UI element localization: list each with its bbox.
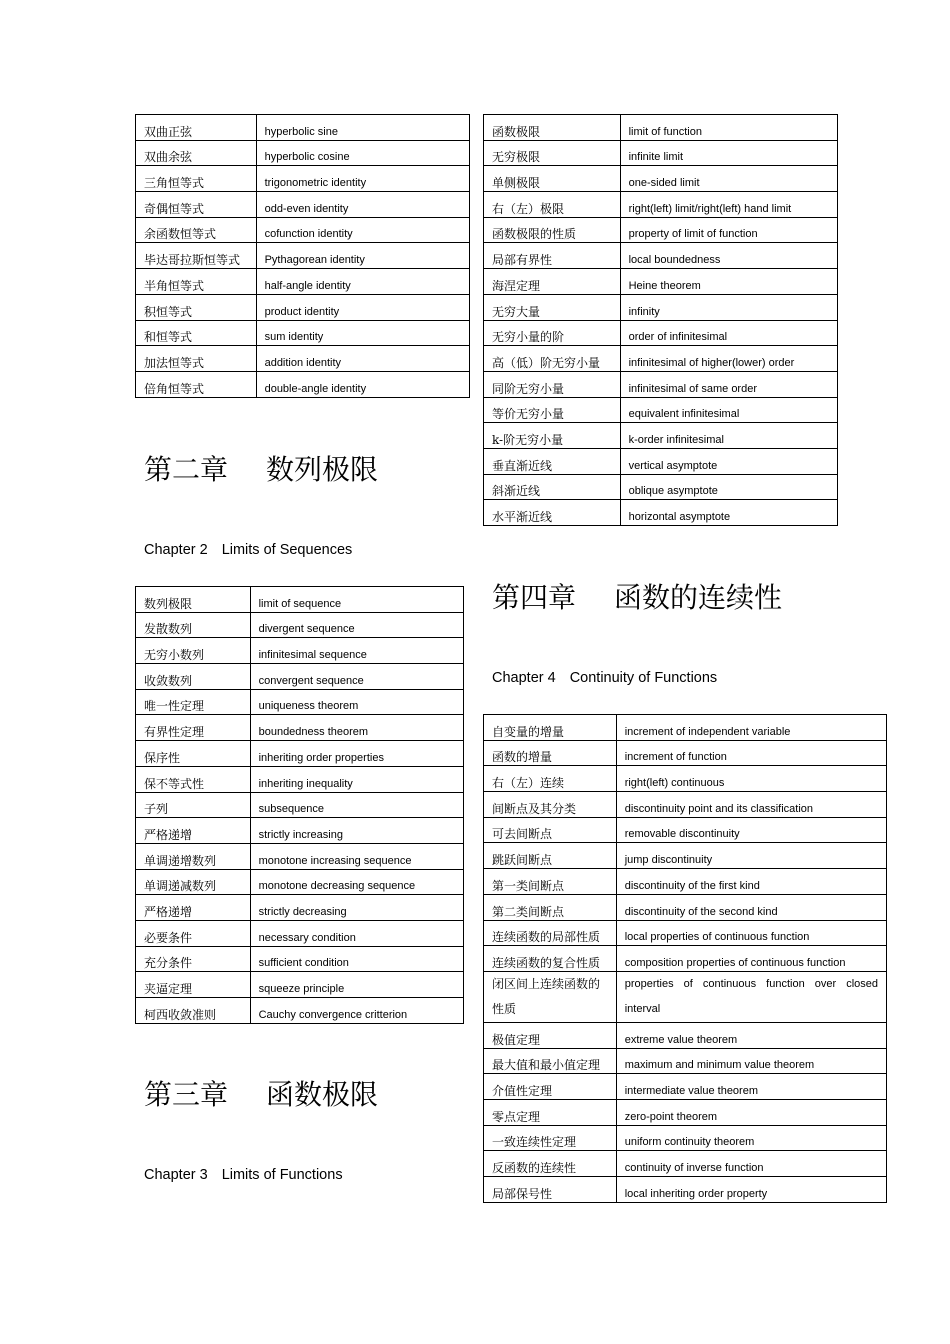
english-term: infinitesimal sequence xyxy=(250,638,463,664)
chinese-term: 跳跃间断点 xyxy=(484,843,617,869)
table-row xyxy=(136,320,470,346)
continuity-terms-table xyxy=(483,714,887,1203)
english-term: monotone decreasing sequence xyxy=(250,869,463,895)
english-term: zero-point theorem xyxy=(616,1099,886,1125)
chinese-term: 无穷大量 xyxy=(484,294,621,320)
english-term: infinitesimal of higher(lower) order xyxy=(620,346,837,372)
english-term: squeeze principle xyxy=(250,972,463,998)
chinese-term: 函数极限 xyxy=(484,115,621,141)
table-row xyxy=(136,972,464,998)
table-row xyxy=(136,689,464,715)
english-term: equivalent infinitesimal xyxy=(620,397,837,423)
chinese-term: k-阶无穷小量 xyxy=(484,423,621,449)
chapter-3-heading xyxy=(144,1078,378,1112)
chinese-term: 闭区间上连续函数的性质 xyxy=(484,971,617,1022)
chinese-term: 无穷小量的阶 xyxy=(484,320,621,346)
table-row xyxy=(484,946,887,972)
english-term: right(left) continuous xyxy=(616,766,886,792)
chinese-term: 单侧极限 xyxy=(484,166,621,192)
table-row xyxy=(136,869,464,895)
chapter-4-subtitle xyxy=(492,669,717,687)
table-row xyxy=(484,397,838,423)
chinese-term: 毕达哥拉斯恒等式 xyxy=(136,243,257,269)
chinese-term: 无穷极限 xyxy=(484,140,621,166)
table-row xyxy=(136,192,470,218)
chinese-term: 子列 xyxy=(136,792,251,818)
table-row xyxy=(136,766,464,792)
chinese-term: 无穷小数列 xyxy=(136,638,251,664)
english-term: infinite limit xyxy=(620,140,837,166)
english-term: uniqueness theorem xyxy=(250,689,463,715)
english-term: jump discontinuity xyxy=(616,843,886,869)
chinese-term: 连续函数的局部性质 xyxy=(484,920,617,946)
english-term: composition properties of continuous function xyxy=(616,946,886,972)
english-term: convergent sequence xyxy=(250,664,463,690)
table-row xyxy=(136,946,464,972)
chinese-term: 函数极限的性质 xyxy=(484,217,621,243)
chinese-term: 双曲正弦 xyxy=(136,115,257,141)
english-term: extreme value theorem xyxy=(616,1022,886,1048)
english-term: double-angle identity xyxy=(256,371,469,397)
english-term: intermediate value theorem xyxy=(616,1074,886,1100)
chapter-2-subtitle xyxy=(144,541,352,559)
chinese-term: 水平渐近线 xyxy=(484,500,621,526)
english-term: one-sided limit xyxy=(620,166,837,192)
table-row xyxy=(136,715,464,741)
chinese-term: 唯一性定理 xyxy=(136,689,251,715)
english-term: hyperbolic cosine xyxy=(256,140,469,166)
chinese-term: 局部保号性 xyxy=(484,1177,617,1203)
table-row xyxy=(484,371,838,397)
table-row xyxy=(484,1177,887,1203)
chinese-term: 右（左）极限 xyxy=(484,192,621,218)
chinese-term: 函数的增量 xyxy=(484,740,617,766)
chinese-term: 柯西收敛准则 xyxy=(136,998,251,1024)
chinese-term: 和恒等式 xyxy=(136,320,257,346)
chinese-term: 积恒等式 xyxy=(136,294,257,320)
chapter-number: 第二章 xyxy=(144,453,229,486)
chinese-term: 右（左）连续 xyxy=(484,766,617,792)
table-row xyxy=(136,371,470,397)
chinese-term: 最大值和最小值定理 xyxy=(484,1048,617,1074)
chinese-term: 保序性 xyxy=(136,741,251,767)
english-term: property of limit of function xyxy=(620,217,837,243)
english-term: limit of function xyxy=(620,115,837,141)
english-term: vertical asymptote xyxy=(620,448,837,474)
table-row xyxy=(136,638,464,664)
chinese-term: 连续函数的复合性质 xyxy=(484,946,617,972)
table-row xyxy=(484,766,887,792)
chinese-term: 充分条件 xyxy=(136,946,251,972)
chapter-number-en: Chapter 2 xyxy=(144,542,208,558)
chinese-term: 余函数恒等式 xyxy=(136,217,257,243)
table-row xyxy=(136,998,464,1024)
table-row xyxy=(484,140,838,166)
table-row xyxy=(484,474,838,500)
chinese-term: 高（低）阶无穷小量 xyxy=(484,346,621,372)
chinese-term: 介值性定理 xyxy=(484,1074,617,1100)
table-row xyxy=(484,500,838,526)
chapter-2-heading xyxy=(144,453,378,487)
english-term: subsequence xyxy=(250,792,463,818)
table-row xyxy=(484,1151,887,1177)
english-term: necessary condition xyxy=(250,920,463,946)
chinese-term: 一致连续性定理 xyxy=(484,1125,617,1151)
table-row xyxy=(136,843,464,869)
table-row xyxy=(484,869,887,895)
english-term: trigonometric identity xyxy=(256,166,469,192)
chinese-term: 单调递减数列 xyxy=(136,869,251,895)
table-row xyxy=(136,269,470,295)
english-term: inheriting order properties xyxy=(250,741,463,767)
chinese-term: 半角恒等式 xyxy=(136,269,257,295)
table-row xyxy=(484,817,887,843)
english-term: cofunction identity xyxy=(256,217,469,243)
function-limit-terms-table xyxy=(483,114,838,526)
english-term: inheriting inequality xyxy=(250,766,463,792)
table-row xyxy=(136,346,470,372)
english-term: hyperbolic sine xyxy=(256,115,469,141)
identity-terms-table xyxy=(135,114,470,398)
english-term: infinity xyxy=(620,294,837,320)
table-row xyxy=(484,1099,887,1125)
table-row xyxy=(136,818,464,844)
english-term: local boundedness xyxy=(620,243,837,269)
table-row xyxy=(484,320,838,346)
english-term: oblique asymptote xyxy=(620,474,837,500)
chinese-term: 数列极限 xyxy=(136,587,251,613)
chinese-term: 有界性定理 xyxy=(136,715,251,741)
chinese-term: 三角恒等式 xyxy=(136,166,257,192)
chapter-number: 第四章 xyxy=(492,581,577,614)
english-term: Pythagorean identity xyxy=(256,243,469,269)
table-row xyxy=(136,166,470,192)
chinese-term: 第一类间断点 xyxy=(484,869,617,895)
chapter-title: 函数极限 xyxy=(266,1078,379,1111)
table-row xyxy=(484,1048,887,1074)
english-term: sufficient condition xyxy=(250,946,463,972)
table-row xyxy=(136,217,470,243)
table-row xyxy=(136,920,464,946)
english-term: properties of continuous function over closed interval xyxy=(616,971,886,1022)
english-term: increment of function xyxy=(616,740,886,766)
table-row xyxy=(484,217,838,243)
table-row xyxy=(484,294,838,320)
table-row xyxy=(484,243,838,269)
english-term: right(left) limit/right(left) hand limit xyxy=(620,192,837,218)
english-term: uniform continuity theorem xyxy=(616,1125,886,1151)
english-term: half-angle identity xyxy=(256,269,469,295)
chinese-term: 局部有界性 xyxy=(484,243,621,269)
table-body xyxy=(136,587,464,1024)
table-row xyxy=(136,587,464,613)
english-term: discontinuity point and its classification xyxy=(616,792,886,818)
chapter-number-en: Chapter 3 xyxy=(144,1167,208,1183)
chinese-term: 夹逼定理 xyxy=(136,972,251,998)
table-row xyxy=(136,895,464,921)
table-row xyxy=(484,166,838,192)
chapter-title: 函数的连续性 xyxy=(614,581,783,614)
table-body xyxy=(484,115,838,526)
chinese-term: 双曲余弦 xyxy=(136,140,257,166)
chapter-title: 数列极限 xyxy=(266,453,379,486)
table-row xyxy=(484,792,887,818)
english-term: product identity xyxy=(256,294,469,320)
english-term: maximum and minimum value theorem xyxy=(616,1048,886,1074)
chinese-term: 斜渐近线 xyxy=(484,474,621,500)
english-term: addition identity xyxy=(256,346,469,372)
english-term: monotone increasing sequence xyxy=(250,843,463,869)
chinese-term: 间断点及其分类 xyxy=(484,792,617,818)
table-row xyxy=(484,843,887,869)
english-term: infinitesimal of same order xyxy=(620,371,837,397)
chinese-term: 同阶无穷小量 xyxy=(484,371,621,397)
table-row xyxy=(484,715,887,741)
table-row xyxy=(136,243,470,269)
chapter-3-subtitle xyxy=(144,1166,343,1184)
chinese-term: 零点定理 xyxy=(484,1099,617,1125)
english-term: continuity of inverse function xyxy=(616,1151,886,1177)
english-term: divergent sequence xyxy=(250,612,463,638)
chinese-term: 垂直渐近线 xyxy=(484,448,621,474)
english-term: discontinuity of the first kind xyxy=(616,869,886,895)
table-row xyxy=(484,971,887,1022)
english-term: Heine theorem xyxy=(620,269,837,295)
chinese-term: 等价无穷小量 xyxy=(484,397,621,423)
english-term: boundedness theorem xyxy=(250,715,463,741)
table-row xyxy=(484,740,887,766)
table-row xyxy=(484,920,887,946)
chinese-term: 极值定理 xyxy=(484,1022,617,1048)
table-row xyxy=(484,423,838,449)
table-body xyxy=(484,715,887,1203)
table-row xyxy=(484,1074,887,1100)
table-row xyxy=(484,1022,887,1048)
table-row xyxy=(136,140,470,166)
english-term: order of infinitesimal xyxy=(620,320,837,346)
chapter-number-en: Chapter 4 xyxy=(492,670,556,686)
english-term: k-order infinitesimal xyxy=(620,423,837,449)
chinese-term: 保不等式性 xyxy=(136,766,251,792)
table-row xyxy=(136,294,470,320)
sequence-limit-terms-table xyxy=(135,586,464,1024)
chinese-term: 严格递增 xyxy=(136,895,251,921)
english-term: sum identity xyxy=(256,320,469,346)
chinese-term: 加法恒等式 xyxy=(136,346,257,372)
chapter-title-en: Continuity of Functions xyxy=(569,670,718,686)
table-row xyxy=(136,612,464,638)
table-row xyxy=(484,192,838,218)
english-term: discontinuity of the second kind xyxy=(616,894,886,920)
chapter-title-en: Limits of Sequences xyxy=(221,542,353,558)
chinese-term: 必要条件 xyxy=(136,920,251,946)
chapter-4-heading xyxy=(492,581,782,615)
chinese-term: 第二类间断点 xyxy=(484,894,617,920)
english-term: limit of sequence xyxy=(250,587,463,613)
chinese-term: 发散数列 xyxy=(136,612,251,638)
chinese-term: 自变量的增量 xyxy=(484,715,617,741)
english-term: horizontal asymptote xyxy=(620,500,837,526)
english-term: strictly increasing xyxy=(250,818,463,844)
table-row xyxy=(484,448,838,474)
english-term: increment of independent variable xyxy=(616,715,886,741)
table-row xyxy=(484,115,838,141)
chinese-term: 反函数的连续性 xyxy=(484,1151,617,1177)
english-term: removable discontinuity xyxy=(616,817,886,843)
chinese-term: 可去间断点 xyxy=(484,817,617,843)
english-term: Cauchy convergence critterion xyxy=(250,998,463,1024)
chinese-term: 奇偶恒等式 xyxy=(136,192,257,218)
chinese-term: 倍角恒等式 xyxy=(136,371,257,397)
table-row xyxy=(484,346,838,372)
chinese-term: 海涅定理 xyxy=(484,269,621,295)
chinese-term: 严格递增 xyxy=(136,818,251,844)
table-row xyxy=(484,894,887,920)
chinese-term: 单调递增数列 xyxy=(136,843,251,869)
table-row xyxy=(136,115,470,141)
table-body xyxy=(136,115,470,398)
table-row xyxy=(484,269,838,295)
chinese-term: 收敛数列 xyxy=(136,664,251,690)
chapter-number: 第三章 xyxy=(144,1078,229,1111)
table-row xyxy=(136,741,464,767)
english-term: local inheriting order property xyxy=(616,1177,886,1203)
table-row xyxy=(136,664,464,690)
chapter-title-en: Limits of Functions xyxy=(221,1167,343,1183)
table-row xyxy=(484,1125,887,1151)
english-term: strictly decreasing xyxy=(250,895,463,921)
table-row xyxy=(136,792,464,818)
english-term: local properties of continuous function xyxy=(616,920,886,946)
english-term: odd-even identity xyxy=(256,192,469,218)
